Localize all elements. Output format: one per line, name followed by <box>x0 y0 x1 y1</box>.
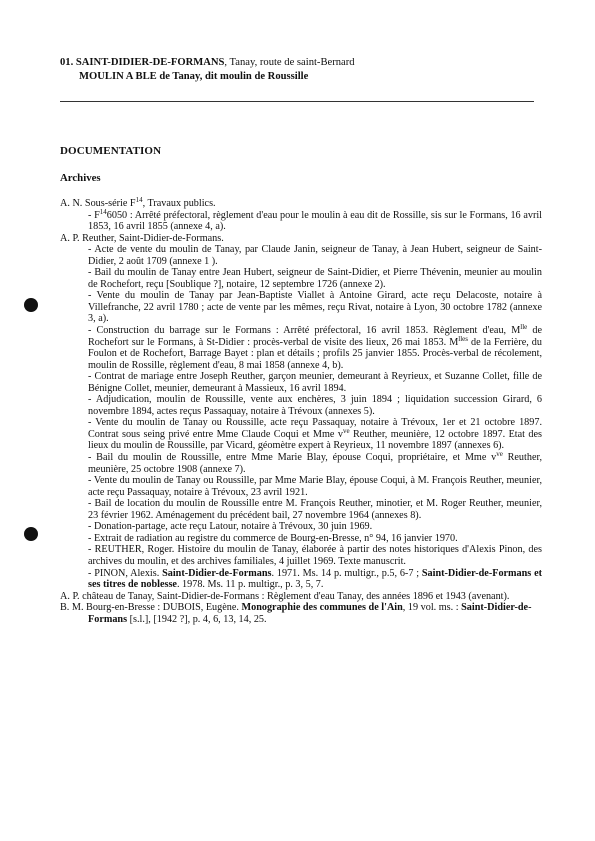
header-line-2 <box>60 70 355 84</box>
list-item: - Vente du moulin de Tanay ou Roussille, acte reçu Passaquay, notaire à Trévoux, 1er et 21 octobre 1897. Contrat sous seing privé entre Mme Claude Coqui et Mme $v^{ve}$ Reuther, meunière, 12 octobre 1897. Etat des lieux du moulin de Roussille, par Vicard, géomètre expert à Reyrieux, 11 novembre 1897 (annexes 6). <box>88 417 542 452</box>
list-item: - Acte de vente du moulin de Tanay, par Claude Janin, seigneur de Tanay, à Jean Hubert, seigneur de Saint-Didier, 2 août 1709 (annexe 1 ). <box>88 244 542 267</box>
list-item: - Vente du moulin de Tanay ou Roussille, par Mme Marie Blay, épouse Coqui, à M. François Reuther, meunier, acte reçu Passaquay, notaire à Trévoux, 23 avril 1921. <box>88 475 542 498</box>
list-item: - REUTHER, Roger. Histoire du moulin de Tanay, élaborée à partir des notes historiques d'Alexis Pinon, des archives du moulin, et des archives familiales, 4 juillet 1969. Texte manuscrit. <box>88 544 542 567</box>
source-bm-bourg: B. M. Bourg-en-Bresse : DUBOIS, Eugène. Monographie des communes de l'Ain, 19 vol. ms. : Saint-Didier-de-Formans [s.l.], [1942 ?], p. 4, 6, 13, 14, 25. <box>60 602 532 625</box>
document-header <box>60 56 355 83</box>
list-item: - Bail du moulin de Roussille, entre Mme Marie Blay, épouse Coqui, propriétaire, et Mme $v^{ve}$ Reuther, meunière, 25 octobre 1908 (annexe 7). <box>88 450 542 475</box>
header-location: 01. SAINT-DIDIER-DE-FORMANS <box>60 57 225 68</box>
binder-hole-bottom <box>24 527 38 541</box>
binder-hole-top <box>24 298 38 312</box>
subsection-title: Archives <box>60 172 101 184</box>
list-item: - Bail de location du moulin de Roussille entre M. François Reuther, minotier, et M. Roger Reuther, meunier, 23 février 1962. Aménagement du précédent bail, 27 novembre 1964 (annexes 8). <box>88 498 542 521</box>
source-an: A. N. Sous-série $F^{14}$, Travaux publics. <box>60 196 216 209</box>
header-address: , Tanay, route de saint-Bernard <box>224 57 355 68</box>
header-rule <box>60 101 534 102</box>
header-building-title: MOULIN A BLE de Tanay, dit moulin de Roussille <box>79 70 309 82</box>
list-item: - Bail du moulin de Tanay entre Jean Hubert, seigneur de Saint-Didier, et Pierre Thévenin, meunier au moulin de Rochefort, reçu [Soublique ?], notaire, 12 septembre 1726 (annexe 2). <box>88 267 542 290</box>
source-ap-reuther: A. P. Reuther, Saint-Didier-de-Formans. <box>60 232 224 244</box>
archives-list <box>60 198 542 625</box>
header-line-1 <box>60 56 355 70</box>
list-item: - Contrat de mariage entre Joseph Reuther, garçon meunier, demeurant à Reyrieux, et Suzanne Collet, fille de Bénigne Collet, meunier, demeurant à Massieux, 16 avril 1894. <box>88 371 542 394</box>
list-item: - Adjudication, moulin de Roussille, vente aux enchères, 3 juin 1894 ; liquidation succession Girard, 6 novembre 1894, actes reçus Passaquay, notaire à Trévoux (annexes 5). <box>88 394 542 417</box>
list-item: - Donation-partage, acte reçu Latour, notaire à Trévoux, 30 juin 1969. <box>88 521 373 533</box>
source-ap-chateau: A. P. château de Tanay, Saint-Didier-de-Formans : Règlement d'eau Tanay, des années 1896 et 1943 (avenant). <box>60 590 510 602</box>
list-item: - Extrait de radiation au registre du commerce de Bourg-en-Bresse, n° 94, 16 janvier 1970. <box>88 532 458 544</box>
section-title: DOCUMENTATION <box>60 145 162 157</box>
list-item: - PINON, Alexis. Saint-Didier-de-Formans. 1971. Ms. 14 p. multigr., p.5, 6-7 ; Saint-Didier-de-Formans et ses titres de noblesse. 1978. Ms. 11 p. multigr., p. 3, 5, 7. <box>88 567 542 591</box>
list-item: - Vente du moulin de Tanay par Jean-Baptiste Viallet à Antoine Girard, acte reçu Delacoste, notaire à Villefranche, 22 avril 1780 ; acte de vente par les mêmes, reçu Rivat, notaire à Lyon, 30 octobre 1782 (annexe 3, a). <box>88 290 542 325</box>
list-item: - $F^{14}6050$ : Arrêté préfectoral, règlement d'eau pour le moulin à eau dit de Rossille, sis sur le Formans, 16 avril 1853, 16 avril 1855 (annexe 4, a). <box>88 207 542 233</box>
list-item: - Construction du barrage sur le Formans : Arrêté préfectoral, 16 avril 1853. Règlement d'eau, $M^{lle}$ de Rochefort sur le Formans, à St-Didier : procès-verbal de visite des lieux, 26 mai 1853. $M^{lles}$ de la Ferrière, du Foulon et de Rochefort, Barrage Bayet : plan et détails ; profils 25 janvier 1855. Procès-verbal de récolement, moulin de Rossille, règlement d'eau, 8 mai 1858 (annexe 4, b). <box>88 323 542 371</box>
